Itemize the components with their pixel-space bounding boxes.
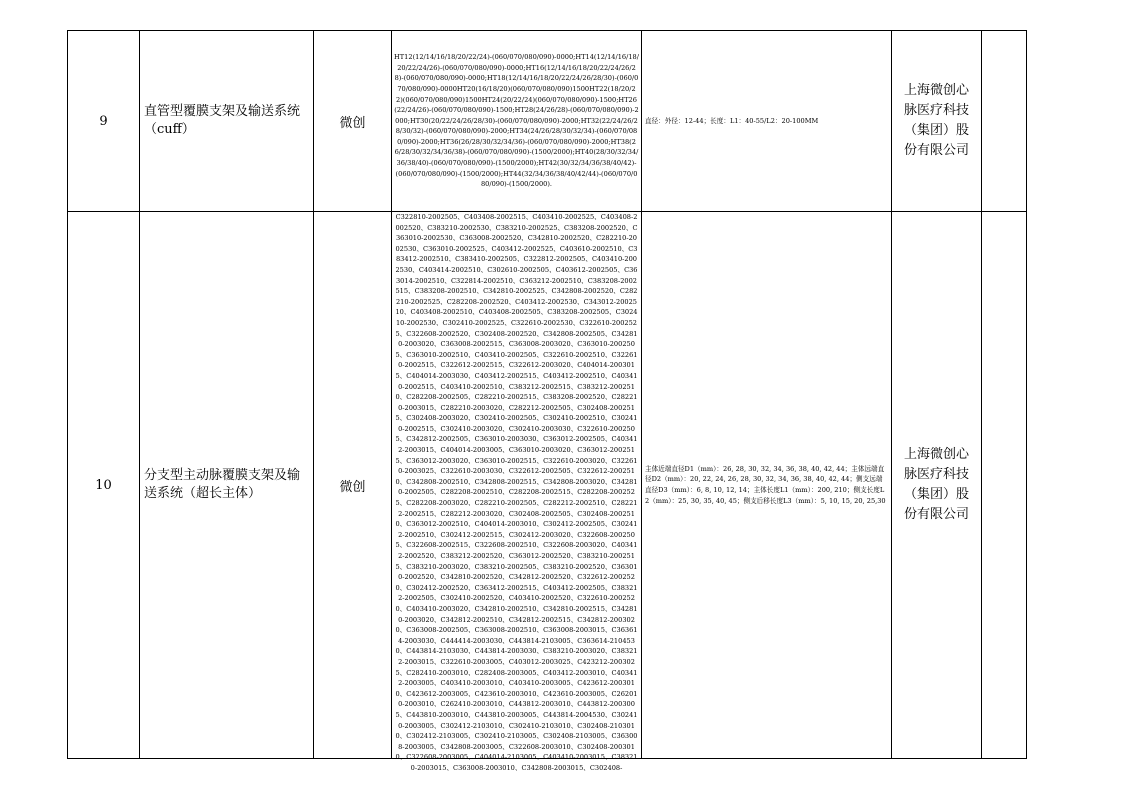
row-number: 9 [68, 31, 140, 212]
table-row [68, 212, 1027, 759]
product-name: 分支型主动脉覆膜支架及输送系统（超长主体） [140, 212, 314, 759]
row-number: 10 [68, 212, 140, 759]
specification: 主体近端直径D1（mm）：26, 28, 30, 32, 34, 36, 38, 40, 42, 44；主体远端直径D2（mm）：20, 22, 24, 26, 28, 30, 32, 34, 36, 38, 40, 42, 44；侧支远端直径D3（mm）：6, 8, 10, 12, 14；主体长度L1（mm）：200, 210；侧支长度L2（mm）：25, 30, 35, 40, 45；侧支后移长度L3（mm）：5, 10, 15, 20, 25,30 [642, 212, 892, 759]
brand: 微创 [314, 31, 392, 212]
table-row [68, 31, 1027, 212]
manufacturer: 上海微创心脉医疗科技（集团）股份有限公司 [892, 31, 982, 212]
model-list: C322810-2002505、C403408-2002515、C403410-2002525、C403408-2002520、C383210-2002530、C383210-2002525、C383208-2002520、C363010-2002530、C363008-2002520、C342810-2002520、C282210-2002530、C363010-2002525、C403412-2002525、C403610-2002510、C383412-2002510、C383410-2002505、C322812-2002505、C403410-2002530、C403414-2002510、C302610-2002505、C403612-2002505、C363014-2002510、C322814-2002510、C363212-2002510、C383208-2002515、C383208-2002510、C342810-2002525、C342808-2002520、C282210-2002525、C282208-2002520、C403412-2002530、C343012-2002510、C403408-2002510、C403408-2002505、C383208-2002505、C302410-2002530、C302410-2002525、C322610-2002530、C322610-2002525、C322608-2002520、C302408-2002520、C342808-2002505、C342810-2003020、C363008-2002515、C363008-2003020、C363010-2002505、C363010-2002510、C403410-2002505、C322610-2002510、C322610-2002515、C322612-2002515、C322612-2003020、C404014-2003015、C404014-2003030、C403412-2002515、C403412-2002510、C403410-2002515、C403410-2002510、C383212-2002515、C383212-2002510、C282208-2002505、C282210-2002515、C383208-2002520、C282210-2003015、C282210-2003020、C282212-2002505、C302408-2002515、C302408-2003020、C302410-2002505、C302410-2002510、C302410-2002515、C302410-2003020、C302410-2003030、C322610-2002505、C342812-2002505、C363010-2003030、C363012-2002505、C403412-2003015、C404014-2003005、C363010-2003020、C363012-2002515、C363012-2003020、C363010-2002515、C322610-2003020、C322610-2003025、C322610-2003030、C322612-2002505、C322612-2002510、C342808-2002510、C342808-2002515、C342808-2003020、C342810-2002505、C282208-2002510、C282208-2002515、C282208-2002525、C282208-2003020、C282210-2002505、C282212-2002510、C282212-2002515、C282212-2003020、C302408-2002505、C302408-2002510、C363012-2002510、C404014-2003010、C302412-2002505、C302412-2002510、C302412-2002515、C302412-2003020、C322608-2002505、C322608-2002515、C322608-2002510、C322608-2003020、C403412-2002520、C383212-2002520、C363012-2002520、C383210-2002515、C383210-2003020、C383210-2002505、C383210-2002520、C363010-2002520、C342810-2002520、C342812-2002520、C322612-2002520、C302412-2002520、C363412-2002515、C403412-2002505、C383212-2002505、C302410-2002520、C403410-2002520、C322610-2002520、C403410-2003020、C342810-2002510、C342810-2002515、C342810-2003020、C342812-2002510、C342812-2002515、C342812-2003020、C363008-2002505、C363008-2002510、C363008-2003015、C363614-2003030、C444414-2003030、C443814-2103005、C363614-2104530、C443814-2103030、C443814-2003030、C383210-2003020、C383212-2003015、C322610-2003005、C403012-2003025、C423212-2003025、C282410-2003010、C282408-2003005、C403412-2003010、C403412-2003005、C403410-2003010、C403410-2003005、C423612-2003010、C423612-2003005、C423610-2003010、C423610-2003005、C262010-2003010、C262410-2003010、C443812-2003010、C443812-2003005、C443810-2003010、C443810-2003005、C443814-2004530、C302410-2003005、C302412-2103010、C302410-2103010、C302408-2103010、C302412-2103005、C302410-2103005、C302408-2103005、C363008-2003005、C342808-2003005、C322608-2003010、C302408-2003010、C322608-2003005、C404014-2103005、C403410-2003015、C383210-2003015、C363008-2003010、C342808-2003015、C302408- [395, 213, 638, 772]
product-name: 直管型覆膜支架及输送系统（cuff） [140, 31, 314, 212]
empty-cell [982, 212, 1027, 759]
product-table [67, 30, 1027, 772]
brand: 微创 [314, 212, 392, 759]
specification: 直径：外径：12-44；长度：L1：40-55/L2：20-100MM [642, 31, 892, 212]
manufacturer: 上海微创心脉医疗科技（集团）股份有限公司 [892, 212, 982, 759]
model-list-cell [392, 212, 642, 772]
empty-cell [982, 31, 1027, 212]
model-list: HT12(12/14/16/18/20/22/24)-(060/070/080/090)-0000;HT14(12/14/16/18/20/22/24/26)-(060/070/080/090)-0000;HT16(12/14/16/18/20/22/24/26/28)-(060/070/080/090)-0000;HT18(12/14/16/18/20/22/24/26/28/30)-(060/070/080/090)-0000HT20(16/18/20)(060/070/080/090)1500HT22(18/20/22)(060/070/080/090)1500HT24(20/22/24)(060/070/080/090)-1500;HT26(22/24/26)-(060/070/080/090)-1500;HT28(24/26/28)-(060/070/080/090)-2000;HT30(20/22/24/26/28/30)-(060/070/080/090)-2000;HT32(22/24/26/28/30/32)-(060/070/080/090)-2000;HT34(24/26/28/30/32/34)-(060/070/080/090)-2000;HT36(26/28/30/32/34/36)-(060/070/080/090)-2000;HT38(26/28/30/32/34/36/38)-(060/070/080/090)-(1500/2000);HT40(28/30/32/34/36/38/40)-(060/070/080/090)-(1500/2000);HT42(30/32/34/36/38/40/42)-(060/070/080/090)-(1500/2000);HT44(32/34/36/38/40/42/44)-(060/070/080/090)-(1500/2000). [392, 31, 642, 212]
